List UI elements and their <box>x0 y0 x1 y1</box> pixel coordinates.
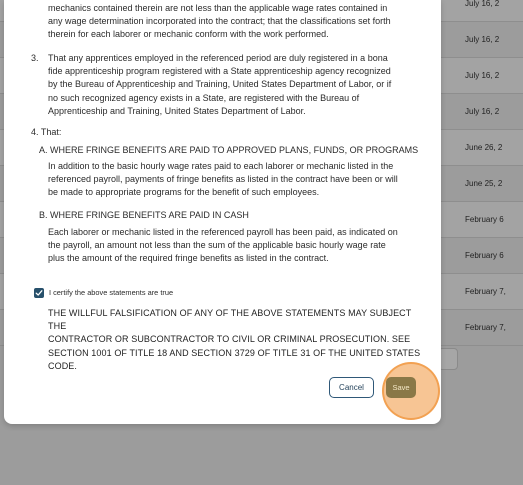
pagination-button[interactable] <box>438 348 458 370</box>
row-date: July 16, 2 <box>465 107 500 116</box>
text-line: plus the amount of the required fringe benefits as listed in the contract. <box>48 253 329 264</box>
text-line: the payroll, an amount not less than the sum of the applicable basic hourly wage rate <box>48 240 386 251</box>
text-line: That any apprentices employed in the referenced period are duly registered in a bona <box>48 53 388 63</box>
row-date: July 16, 2 <box>465 35 500 44</box>
certify-label[interactable]: I certify the above statements are true <box>49 288 174 297</box>
item-3-text <box>48 52 428 118</box>
falsification-warning <box>48 307 428 373</box>
text-line: any wage determination incorporated into the contract; that the classifications set forth <box>48 16 391 27</box>
text-line: by the Bureau of Apprenticeship and Training, United States Department of Labor, or if <box>48 79 392 90</box>
text-line: CODE. <box>48 360 78 371</box>
row-date: February 7, <box>465 287 506 296</box>
text-line: THE WILLFUL FALSIFICATION OF ANY OF THE ABOVE STATEMENTS MAY SUBJECT THE <box>48 308 412 332</box>
text-line: fide apprenticeship program registered with a State apprenticeship agency recognized <box>48 66 391 77</box>
row-date: July 16, 2 <box>465 0 500 8</box>
row-date: June 26, 2 <box>465 143 503 152</box>
text-line: no such recognized agency exists in a State, are registered with the Bureau of <box>48 92 360 103</box>
row-date: February 7, <box>465 323 506 332</box>
row-date: February 6 <box>465 251 504 260</box>
checkmark-icon <box>35 289 43 297</box>
item-4a-heading: A. WHERE FRINGE BENEFITS ARE PAID TO APPROVED PLANS, FUNDS, OR PROGRAMS <box>39 145 419 155</box>
text-line: Apprenticeship and Training, United States Department of Labor. <box>48 105 306 116</box>
certification-modal <box>4 0 441 424</box>
text-line: therein for each laborer or mechanic conform with the work performed. <box>48 29 329 40</box>
item-3-number: 3. <box>31 53 39 63</box>
item-4b-text <box>48 226 428 266</box>
row-date: July 16, 2 <box>465 71 500 80</box>
text-line: mechanics contained therein are not less than the applicable wage rates contained in <box>48 3 388 13</box>
save-button[interactable]: Save <box>386 377 416 398</box>
row-date: February 6 <box>465 215 504 224</box>
item-4-heading: 4. That: <box>31 127 62 137</box>
row-date: June 25, 2 <box>465 179 503 188</box>
item-4a-text <box>48 160 428 200</box>
text-line: In addition to the basic hourly wage rates paid to each laborer or mechanic listed in the <box>48 161 394 171</box>
text-line: be made to appropriate programs for the benefit of such employees. <box>48 187 320 198</box>
cancel-button[interactable]: Cancel <box>329 377 374 398</box>
certify-checkbox[interactable] <box>34 288 44 298</box>
item-2-text <box>48 2 428 42</box>
item-4b-heading: B. WHERE FRINGE BENEFITS ARE PAID IN CASH <box>39 210 249 220</box>
text-line: referenced payroll, payments of fringe benefits as listed in the contract have been or will <box>48 174 398 185</box>
text-line: CONTRACTOR OR SUBCONTRACTOR TO CIVIL OR CRIMINAL PROSECUTION. SEE <box>48 334 411 345</box>
text-line: Each laborer or mechanic listed in the referenced payroll has been paid, as indicated on <box>48 227 398 237</box>
text-line: SECTION 1001 OF TITLE 18 AND SECTION 3729 OF TITLE 31 OF THE UNITED STATES <box>48 347 421 358</box>
